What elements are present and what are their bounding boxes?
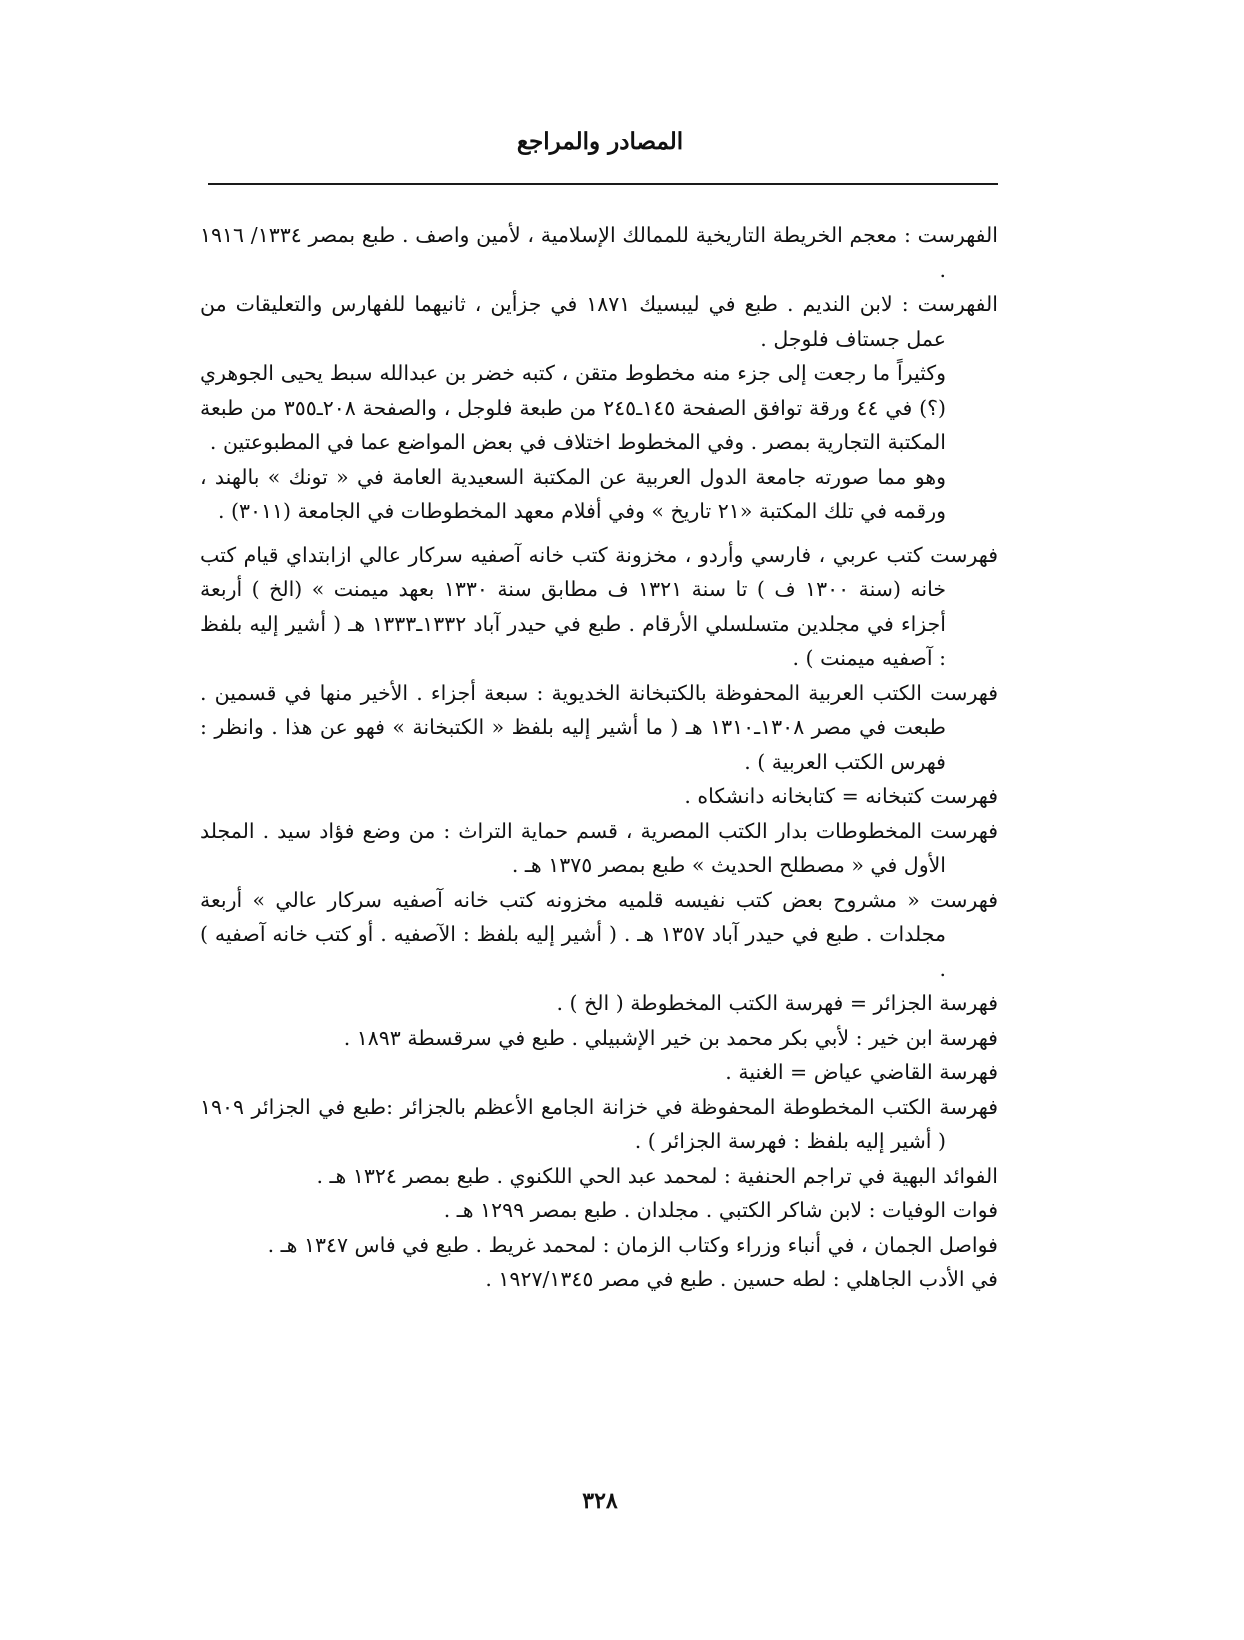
- bibliography-entry: فهرسة الجزائر = فهرسة الكتب المخطوطة ( الخ ) .: [556, 991, 998, 1015]
- bibliography-entry: فهرسة الكتب المخطوطة المحفوظة في خزانة الجامع الأعظم بالجزائر :طبع في الجزائر ١٩٠٩ ( أشير إليه بلفظ : فهرسة الجزائر ) .: [200, 1094, 998, 1153]
- bibliography-entry: الفهرست : معجم الخريطة التاريخية للممالك الإسلامية ، لأمين واصف . طبع بمصر ١٣٣٤/ ١٩١٦ .: [200, 223, 998, 282]
- bibliography-list: [200, 218, 998, 1297]
- bibliography-entry: في الأدب الجاهلي : لطه حسين . طبع في مصر ١٩٢٧/١٣٤٥ .: [485, 1267, 998, 1291]
- bibliography-entry: فهرسة ابن خير : لأبي بكر محمد بن خير الإشبيلي . طبع في سرقسطة ١٨٩٣ .: [343, 1025, 998, 1050]
- bibliography-entry: فهرست المخطوطات بدار الكتب المصرية ، قسم حماية التراث : من وضع فؤاد سيد . المجلد الأول في « مصطلح الحديث » طبع بمصر ١٣٧٥ هـ .: [200, 818, 998, 877]
- bibliography-entry: فهرست « مشروح بعض كتب نفيسه قلميه مخزونه كتب خانه آصفيه سركار عالي » أربعة مجلدات . طبع في حيدر آباد ١٣٥٧ هـ . ( أشير إليه بلفظ : الآصفيه . أو كتب خانه آصفيه ) .: [200, 887, 998, 981]
- entry-note: وهو مما صورته جامعة الدول العربية عن المكتبة السعيدية العامة في « تونك » بالهند ، ورقمه في تلك المكتبة «٢١ تاريخ » وفي أفلام معهد المخطوطات في الجامعة (٣٠١١) .: [200, 464, 946, 523]
- bibliography-entry: فهرست كتب عربي ، فارسي وأردو ، مخزونة كتب خانه آصفيه سركار عالي ازابتداي قيام كتب خانه (سنة ١٣٠٠ ف ) تا سنة ١٣٢١ ف مطابق سنة ١٣٣٠ بعهد ميمنت » (الخ ) أربعة أجزاء في مجلدين متسلسلي الأرقام . طبع في حيدر آباد ١٣٣٢ـ١٣٣٣ هـ ( أشير إليه بلفظ : آصفيه ميمنت ) .: [200, 542, 998, 670]
- bibliography-entry: فوات الوفيات : لابن شاكر الكتبي . مجلدان . طبع بمصر ١٢٩٩ هـ .: [443, 1198, 998, 1222]
- bibliography-entry: الفوائد البهية في تراجم الحنفية : لمحمد عبد الحي اللكنوي . طبع بمصر ١٣٢٤ هـ .: [316, 1163, 998, 1188]
- running-title: المصادر والمراجع: [516, 128, 684, 155]
- bibliography-entry: فهرست كتبخانه = كتابخانه دانشكاه .: [684, 784, 998, 808]
- entry-note: وكثيراً ما رجعت إلى جزء منه مخطوط متقن ، كتبه خضر بن عبدالله سبط يحيى الجوهري (؟) في ٤٤ ورقة توافق الصفحة ١٤٥ـ٢٤٥ من طبعة فلوجل ، والصفحة ٢٠٨ـ٣٥٥ من طبعة المكتبة التجارية بمصر . وفي المخطوط اختلاف في بعض المواضع عما في المطبوعتين .: [200, 361, 946, 454]
- header-rule: [208, 183, 998, 185]
- bibliography-entry: فهرست الكتب العربية المحفوظة بالكتبخانة الخديوية : سبعة أجزاء . الأخير منها في قسمين . طبعت في مصر ١٣٠٨ـ١٣١٠ هـ ( ما أشير إليه بلفظ « الكتبخانة » فهو عن هذا . وانظر : فهرس الكتب العربية ) .: [200, 680, 998, 774]
- bibliography-entry: فهرسة القاضي عياض = الغنية .: [725, 1060, 998, 1084]
- bibliography-entry: الفهرست : لابن النديم . طبع في ليبسيك ١٨٧١ في جزأين ، ثانيهما للفهارس والتعليقات من عمل جستاف فلوجل .: [200, 292, 998, 351]
- bibliography-entry: فواصل الجمان ، في أنباء وزراء وكتاب الزمان : لمحمد غريط . طبع في فاس ١٣٤٧ هـ .: [267, 1232, 998, 1257]
- page-number: ٣٢٨: [582, 1488, 618, 1514]
